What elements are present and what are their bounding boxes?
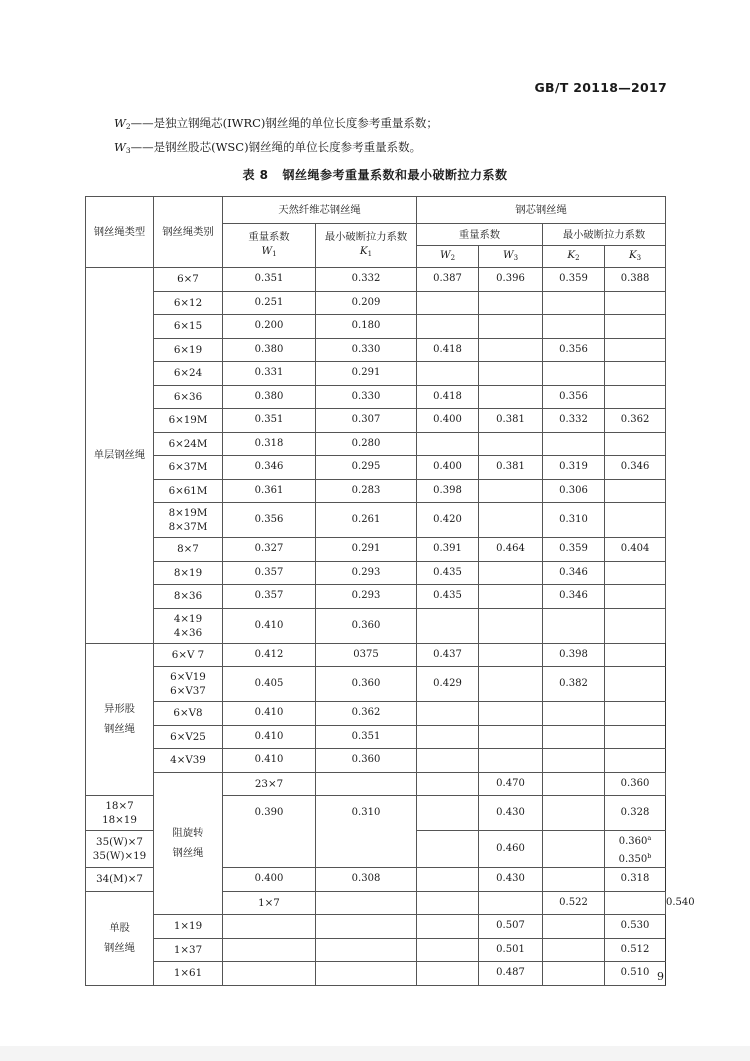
value-cell: 0.331 — [223, 362, 316, 386]
value-cell — [479, 667, 543, 702]
header-fiber-weight — [223, 224, 316, 268]
value-cell: 0.404 — [605, 538, 666, 562]
table-title: 钢丝绳参考重量系数和最小破断拉力系数 — [282, 168, 508, 182]
value-cell — [543, 702, 605, 726]
table-row — [86, 702, 666, 726]
table-row — [86, 561, 666, 585]
value-cell: 0.362 — [316, 702, 417, 726]
footnote-marker: b — [647, 852, 652, 860]
value-cell: 0.396 — [479, 268, 543, 292]
header-steel-weight: 重量系数 — [417, 224, 543, 246]
value-cell — [543, 291, 605, 315]
value-cell — [605, 561, 666, 585]
rope-class-cell: 6×15 — [154, 315, 223, 339]
header-symbol-k3: K3 — [605, 246, 666, 268]
page-number: 9 — [657, 970, 664, 983]
value-cell — [605, 891, 666, 915]
value-cell — [543, 608, 605, 643]
value-cell: 0.261 — [316, 503, 417, 538]
value-cell: 0.251 — [223, 291, 316, 315]
value-cell — [605, 362, 666, 386]
value-cell — [417, 362, 479, 386]
value-cell: 0.360 — [316, 608, 417, 643]
table-row — [86, 315, 666, 339]
value-cell — [605, 643, 666, 667]
value-cell — [543, 749, 605, 773]
value-cell: 0.381 — [479, 456, 543, 480]
value-cell: 0.507 — [479, 915, 543, 939]
value-cell — [417, 891, 479, 915]
value-cell: 0.318 — [605, 868, 666, 892]
value-cell: 0.351 — [316, 725, 417, 749]
value-cell — [543, 868, 605, 892]
table-row — [86, 643, 666, 667]
value-cell — [605, 432, 666, 456]
value-cell: 0.346 — [223, 456, 316, 480]
value-cell: 0.346 — [605, 456, 666, 480]
value-cell — [316, 938, 417, 962]
table-row — [86, 915, 666, 939]
value-cell — [417, 702, 479, 726]
footnote-marker: a — [647, 834, 652, 842]
value-cell: 0.398 — [543, 643, 605, 667]
value-cell — [417, 772, 479, 796]
value-cell — [605, 291, 666, 315]
value-cell: 0.357 — [223, 585, 316, 609]
header-symbol-k1: K1 — [359, 245, 373, 258]
rope-class-cell: 6×24M — [154, 432, 223, 456]
value-cell: 0.280 — [316, 432, 417, 456]
value-cell — [479, 643, 543, 667]
rope-type-cell: 异形股 钢丝绳 — [86, 643, 154, 796]
value-cell: 0.435 — [417, 561, 479, 585]
rope-class-cell: 1×19 — [154, 915, 223, 939]
value-cell: 0.327 — [223, 538, 316, 562]
value-cell: 0.487 — [479, 962, 543, 986]
definition-subscript: 3 — [125, 146, 131, 155]
header-steel-core: 钢芯钢丝绳 — [417, 197, 666, 224]
value-cell: 0.356 — [543, 338, 605, 362]
rope-class-cell: 6×61M — [154, 479, 223, 503]
k3-value-a: 0.360$^a$ — [618, 834, 652, 847]
value-cell: 0.430 — [479, 868, 543, 892]
value-cell: 0.429 — [417, 667, 479, 702]
table-row — [86, 772, 666, 796]
value-cell — [605, 831, 666, 868]
header-symbol-w1: W1 — [261, 245, 277, 258]
value-cell: 0.382 — [543, 667, 605, 702]
value-cell — [316, 891, 417, 915]
value-cell — [605, 585, 666, 609]
rope-class-cell: 6×37M — [154, 456, 223, 480]
value-cell: 0.308 — [316, 868, 417, 892]
value-cell — [543, 831, 605, 868]
table-row — [86, 362, 666, 386]
header-fiber-core: 天然纤维芯钢丝绳 — [223, 197, 417, 224]
value-cell: 0.460 — [479, 831, 543, 868]
table-row: 单股 钢丝绳 1×7 0.522 0.540 — [86, 891, 666, 915]
value-cell: 0.330 — [316, 385, 417, 409]
value-cell — [479, 432, 543, 456]
value-cell — [605, 702, 666, 726]
value-cell — [417, 608, 479, 643]
value-cell — [417, 432, 479, 456]
value-cell: 0.357 — [223, 561, 316, 585]
value-cell: 0.510 — [605, 962, 666, 986]
table-row — [86, 538, 666, 562]
table-row — [86, 938, 666, 962]
value-cell: 0.400 — [417, 409, 479, 433]
value-cell: 0.359 — [543, 268, 605, 292]
table-row — [86, 608, 666, 643]
rope-type-cell: 单层钢丝绳 — [86, 268, 154, 644]
value-cell — [417, 962, 479, 986]
rope-class-cell: 6×V19 6×V37 — [154, 667, 223, 702]
table-row — [86, 432, 666, 456]
value-cell — [605, 725, 666, 749]
value-cell — [605, 749, 666, 773]
value-cell: 0.380 — [223, 338, 316, 362]
value-cell: 0.522 — [543, 891, 605, 915]
value-cell — [543, 796, 605, 831]
value-cell — [223, 915, 316, 939]
value-cell: 0.391 — [417, 538, 479, 562]
value-cell — [479, 608, 543, 643]
value-cell: 0.437 — [417, 643, 479, 667]
header-steel-break: 最小破断拉力系数 — [543, 224, 666, 246]
rope-class-cell: 6×V8 — [154, 702, 223, 726]
value-cell — [417, 915, 479, 939]
value-cell — [223, 938, 316, 962]
rope-class-cell: 8×7 — [154, 538, 223, 562]
value-cell: 0.351 — [223, 268, 316, 292]
value-cell: 0.435 — [417, 585, 479, 609]
table-caption — [0, 166, 750, 183]
value-cell: 0.387 — [417, 268, 479, 292]
rope-class-cell: 6×24 — [154, 362, 223, 386]
value-cell — [605, 503, 666, 538]
value-cell: 0.512 — [605, 938, 666, 962]
table-row — [86, 268, 666, 292]
table-row — [86, 291, 666, 315]
value-cell: 0.464 — [479, 538, 543, 562]
table-row — [86, 962, 666, 986]
rope-class-cell: 1×7 — [223, 891, 316, 915]
value-cell — [479, 503, 543, 538]
value-cell — [417, 315, 479, 339]
value-cell — [316, 772, 417, 796]
value-cell: 0.319 — [543, 456, 605, 480]
rope-class-cell: 1×61 — [154, 962, 223, 986]
rope-type-cell: 单股 钢丝绳 — [86, 891, 154, 985]
value-cell: 0.430 — [479, 796, 543, 831]
value-cell: 0.390 — [223, 796, 316, 868]
value-cell — [417, 291, 479, 315]
value-cell: 0.295 — [316, 456, 417, 480]
value-cell — [479, 725, 543, 749]
value-cell — [417, 831, 479, 868]
value-cell: 0.328 — [605, 796, 666, 831]
value-cell — [223, 962, 316, 986]
value-cell: 0.351 — [223, 409, 316, 433]
header-rope-class: 钢丝绳类别 — [154, 197, 223, 268]
definition-symbol: W — [114, 140, 126, 154]
rope-type-cell: 阻旋转 钢丝绳 — [154, 772, 223, 915]
value-cell — [479, 561, 543, 585]
definition-symbol: W — [114, 116, 126, 130]
value-cell: 0.346 — [543, 585, 605, 609]
value-cell: 0.310 — [316, 796, 417, 868]
value-cell — [479, 362, 543, 386]
value-cell: 0.362 — [605, 409, 666, 433]
value-cell — [605, 479, 666, 503]
value-cell — [479, 338, 543, 362]
rope-class-cell: 6×V 7 — [154, 643, 223, 667]
value-cell: 0.310 — [543, 503, 605, 538]
table-row — [86, 667, 666, 702]
value-cell: 0.530 — [605, 915, 666, 939]
definition-text: ——是独立钢绳芯(IWRC)钢丝绳的单位长度参考重量系数； — [130, 116, 438, 130]
value-cell — [417, 938, 479, 962]
value-cell: 0.418 — [417, 338, 479, 362]
rope-class-cell: 6×19M — [154, 409, 223, 433]
header-symbol-k2: K2 — [543, 246, 605, 268]
value-cell — [543, 938, 605, 962]
value-cell: 0.180 — [316, 315, 417, 339]
table-row — [86, 585, 666, 609]
rope-class-cell: 23×7 — [223, 772, 316, 796]
value-cell — [543, 315, 605, 339]
value-cell: 0.356 — [223, 503, 316, 538]
value-cell — [479, 291, 543, 315]
value-cell: 0.400 — [417, 456, 479, 480]
rope-class-cell: 6×19 — [154, 338, 223, 362]
value-cell: 0.410 — [223, 749, 316, 773]
value-cell: 0.359 — [543, 538, 605, 562]
table-row — [86, 725, 666, 749]
definition-w3 — [114, 137, 438, 161]
value-cell: 0.291 — [316, 362, 417, 386]
value-cell: 0.332 — [316, 268, 417, 292]
value-cell: 0.200 — [223, 315, 316, 339]
rope-class-cell: 8×19 — [154, 561, 223, 585]
table-row — [86, 479, 666, 503]
coefficient-table-continued — [85, 643, 695, 986]
value-cell — [543, 915, 605, 939]
definition-subscript: 2 — [125, 122, 131, 131]
header-rope-type: 钢丝绳类型 — [86, 197, 154, 268]
value-cell: 0.332 — [543, 409, 605, 433]
table-number: 表 8 — [242, 168, 269, 182]
k3-value-b: 0.350$^b$ — [618, 852, 652, 865]
value-cell — [543, 362, 605, 386]
value-cell — [417, 796, 479, 831]
value-cell: 0.398 — [417, 479, 479, 503]
value-cell: 0.388 — [605, 268, 666, 292]
rope-class-cell: 6×36 — [154, 385, 223, 409]
value-cell: 0.380 — [223, 385, 316, 409]
value-cell — [605, 667, 666, 702]
value-cell — [543, 772, 605, 796]
value-cell — [605, 315, 666, 339]
value-cell: 0.293 — [316, 585, 417, 609]
value-cell — [479, 891, 543, 915]
standard-code: GB/T 20118—2017 — [534, 80, 667, 95]
value-cell: 0.412 — [223, 643, 316, 667]
value-cell: 0.360 — [316, 749, 417, 773]
header-symbol-w3: W3 — [479, 246, 543, 268]
coefficient-table — [85, 196, 666, 644]
value-cell: 0.410 — [223, 608, 316, 643]
value-cell: 0.501 — [479, 938, 543, 962]
value-cell — [543, 432, 605, 456]
table-row — [86, 409, 666, 433]
value-cell — [543, 962, 605, 986]
value-cell — [479, 315, 543, 339]
rope-class-cell: 8×19M 8×37M — [154, 503, 223, 538]
header-symbol-w2: W2 — [417, 246, 479, 268]
rope-class-cell: 6×V25 — [154, 725, 223, 749]
value-cell — [479, 479, 543, 503]
value-cell: 0.361 — [223, 479, 316, 503]
value-cell: 0.360 — [316, 667, 417, 702]
page-bottom-band — [0, 1046, 750, 1061]
value-cell: 0.410 — [223, 725, 316, 749]
value-cell: 0.418 — [417, 385, 479, 409]
table-row — [86, 385, 666, 409]
rope-class-cell: 1×37 — [154, 938, 223, 962]
value-cell: 0.410 — [223, 702, 316, 726]
rope-class-cell: 35(W)×7 35(W)×19 — [86, 831, 154, 868]
value-cell: 0.293 — [316, 561, 417, 585]
value-cell — [605, 385, 666, 409]
value-cell: 0.360 — [605, 772, 666, 796]
value-cell: 0.400 — [223, 868, 316, 892]
header-label: 重量系数 — [248, 231, 290, 243]
value-cell — [417, 749, 479, 773]
value-cell — [417, 868, 479, 892]
value-cell: 0.420 — [417, 503, 479, 538]
value-cell — [605, 338, 666, 362]
value-cell: 0.209 — [316, 291, 417, 315]
value-cell: 0375 — [316, 643, 417, 667]
value-cell: 0.291 — [316, 538, 417, 562]
value-cell: 0.330 — [316, 338, 417, 362]
value-cell: 0.346 — [543, 561, 605, 585]
rope-class-cell: 4×V39 — [154, 749, 223, 773]
table-row — [86, 456, 666, 480]
value-cell — [543, 725, 605, 749]
value-cell: 0.307 — [316, 409, 417, 433]
value-cell — [316, 915, 417, 939]
value-cell: 0.318 — [223, 432, 316, 456]
value-cell — [605, 608, 666, 643]
table-row — [86, 503, 666, 538]
rope-class-cell: 18×7 18×19 — [86, 796, 154, 831]
value-cell — [479, 749, 543, 773]
header-fiber-break — [316, 224, 417, 268]
value-cell: 0.405 — [223, 667, 316, 702]
value-cell: 0.470 — [479, 772, 543, 796]
rope-class-cell: 8×36 — [154, 585, 223, 609]
rope-class-cell: 4×19 4×36 — [154, 608, 223, 643]
value-cell: 0.306 — [543, 479, 605, 503]
value-cell — [479, 702, 543, 726]
definition-w2 — [114, 113, 438, 137]
value-cell — [316, 962, 417, 986]
value-cell — [479, 385, 543, 409]
table-row — [86, 749, 666, 773]
symbol-definitions — [114, 113, 438, 161]
value-cell — [417, 725, 479, 749]
value-cell: 0.356 — [543, 385, 605, 409]
rope-class-cell: 6×7 — [154, 268, 223, 292]
table-row — [86, 338, 666, 362]
value-cell — [479, 585, 543, 609]
definition-text: ——是钢丝股芯(WSC)钢丝绳的单位长度参考重量系数。 — [130, 140, 422, 154]
value-cell: 0.283 — [316, 479, 417, 503]
value-cell: 0.381 — [479, 409, 543, 433]
header-label: 最小破断拉力系数 — [324, 231, 408, 243]
rope-class-cell: 34(M)×7 — [86, 868, 154, 892]
rope-class-cell: 6×12 — [154, 291, 223, 315]
